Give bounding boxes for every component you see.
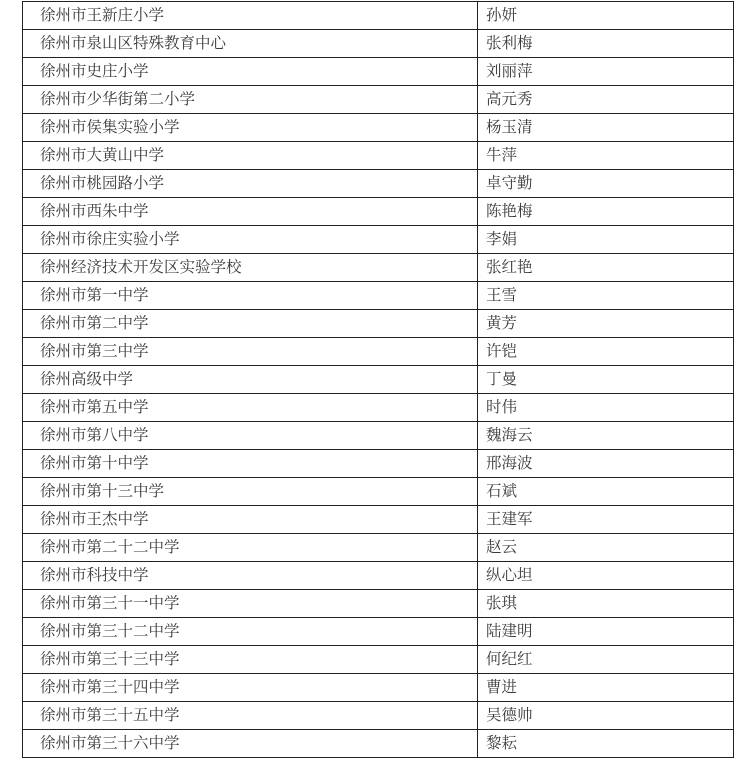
table-row bbox=[23, 730, 734, 758]
school-name-cell: 徐州市第三十一中学 bbox=[23, 590, 478, 618]
teacher-name-cell: 黎耘 bbox=[478, 730, 734, 758]
teacher-name-cell: 邢海波 bbox=[478, 450, 734, 478]
teacher-name-cell: 赵云 bbox=[478, 534, 734, 562]
teacher-name-cell: 曹进 bbox=[478, 674, 734, 702]
school-name-cell: 徐州市第三十六中学 bbox=[23, 730, 478, 758]
school-name-cell: 徐州市第十中学 bbox=[23, 450, 478, 478]
teacher-name-cell: 许铠 bbox=[478, 338, 734, 366]
teacher-name-cell: 黄芳 bbox=[478, 310, 734, 338]
school-teacher-table bbox=[22, 1, 734, 758]
teacher-name-cell: 陈艳梅 bbox=[478, 198, 734, 226]
table-row bbox=[23, 58, 734, 86]
teacher-name-cell: 张红艳 bbox=[478, 254, 734, 282]
school-name-cell: 徐州市大黄山中学 bbox=[23, 142, 478, 170]
teacher-name-cell: 牛萍 bbox=[478, 142, 734, 170]
school-name-cell: 徐州经济技术开发区实验学校 bbox=[23, 254, 478, 282]
table-row bbox=[23, 422, 734, 450]
school-name-cell: 徐州高级中学 bbox=[23, 366, 478, 394]
table-row bbox=[23, 142, 734, 170]
school-name-cell: 徐州市王新庄小学 bbox=[23, 2, 478, 30]
school-name-cell: 徐州市第三十二中学 bbox=[23, 618, 478, 646]
table-row bbox=[23, 282, 734, 310]
teacher-name-cell: 吴德帅 bbox=[478, 702, 734, 730]
table-row bbox=[23, 170, 734, 198]
table-row bbox=[23, 30, 734, 58]
school-name-cell: 徐州市第八中学 bbox=[23, 422, 478, 450]
teacher-name-cell: 陆建明 bbox=[478, 618, 734, 646]
teacher-name-cell: 何纪红 bbox=[478, 646, 734, 674]
school-name-cell: 徐州市第三中学 bbox=[23, 338, 478, 366]
table-row bbox=[23, 86, 734, 114]
teacher-name-cell: 王建军 bbox=[478, 506, 734, 534]
school-name-cell: 徐州市第三十四中学 bbox=[23, 674, 478, 702]
teacher-name-cell: 孙妍 bbox=[478, 2, 734, 30]
teacher-name-cell: 刘丽萍 bbox=[478, 58, 734, 86]
school-name-cell: 徐州市第十三中学 bbox=[23, 478, 478, 506]
teacher-name-cell: 张利梅 bbox=[478, 30, 734, 58]
table-row bbox=[23, 618, 734, 646]
teacher-name-cell: 杨玉清 bbox=[478, 114, 734, 142]
teacher-name-cell: 张琪 bbox=[478, 590, 734, 618]
school-name-cell: 徐州市徐庄实验小学 bbox=[23, 226, 478, 254]
table-row bbox=[23, 254, 734, 282]
table-row bbox=[23, 2, 734, 30]
school-name-cell: 徐州市史庄小学 bbox=[23, 58, 478, 86]
teacher-name-cell: 李娟 bbox=[478, 226, 734, 254]
school-name-cell: 徐州市西朱中学 bbox=[23, 198, 478, 226]
table-row bbox=[23, 702, 734, 730]
school-name-cell: 徐州市第三十五中学 bbox=[23, 702, 478, 730]
table-row bbox=[23, 478, 734, 506]
table-row bbox=[23, 450, 734, 478]
table-row bbox=[23, 198, 734, 226]
school-name-cell: 徐州市少华街第二小学 bbox=[23, 86, 478, 114]
table-row bbox=[23, 114, 734, 142]
school-name-cell: 徐州市泉山区特殊教育中心 bbox=[23, 30, 478, 58]
table-row bbox=[23, 506, 734, 534]
school-name-cell: 徐州市第一中学 bbox=[23, 282, 478, 310]
teacher-name-cell: 时伟 bbox=[478, 394, 734, 422]
school-name-cell: 徐州市桃园路小学 bbox=[23, 170, 478, 198]
table-row bbox=[23, 366, 734, 394]
table-row bbox=[23, 674, 734, 702]
table-row bbox=[23, 226, 734, 254]
table-row bbox=[23, 590, 734, 618]
table-row bbox=[23, 394, 734, 422]
school-name-cell: 徐州市科技中学 bbox=[23, 562, 478, 590]
table-row bbox=[23, 646, 734, 674]
table-row bbox=[23, 310, 734, 338]
school-name-cell: 徐州市第二十二中学 bbox=[23, 534, 478, 562]
teacher-name-cell: 魏海云 bbox=[478, 422, 734, 450]
table-row bbox=[23, 534, 734, 562]
teacher-name-cell: 纵心坦 bbox=[478, 562, 734, 590]
table-row bbox=[23, 338, 734, 366]
table-row bbox=[23, 562, 734, 590]
teacher-name-cell: 石斌 bbox=[478, 478, 734, 506]
teacher-name-cell: 王雪 bbox=[478, 282, 734, 310]
school-name-cell: 徐州市第二中学 bbox=[23, 310, 478, 338]
school-name-cell: 徐州市第五中学 bbox=[23, 394, 478, 422]
school-name-cell: 徐州市王杰中学 bbox=[23, 506, 478, 534]
school-name-cell: 徐州市侯集实验小学 bbox=[23, 114, 478, 142]
teacher-name-cell: 高元秀 bbox=[478, 86, 734, 114]
teacher-name-cell: 丁曼 bbox=[478, 366, 734, 394]
teacher-name-cell: 卓守勤 bbox=[478, 170, 734, 198]
school-name-cell: 徐州市第三十三中学 bbox=[23, 646, 478, 674]
